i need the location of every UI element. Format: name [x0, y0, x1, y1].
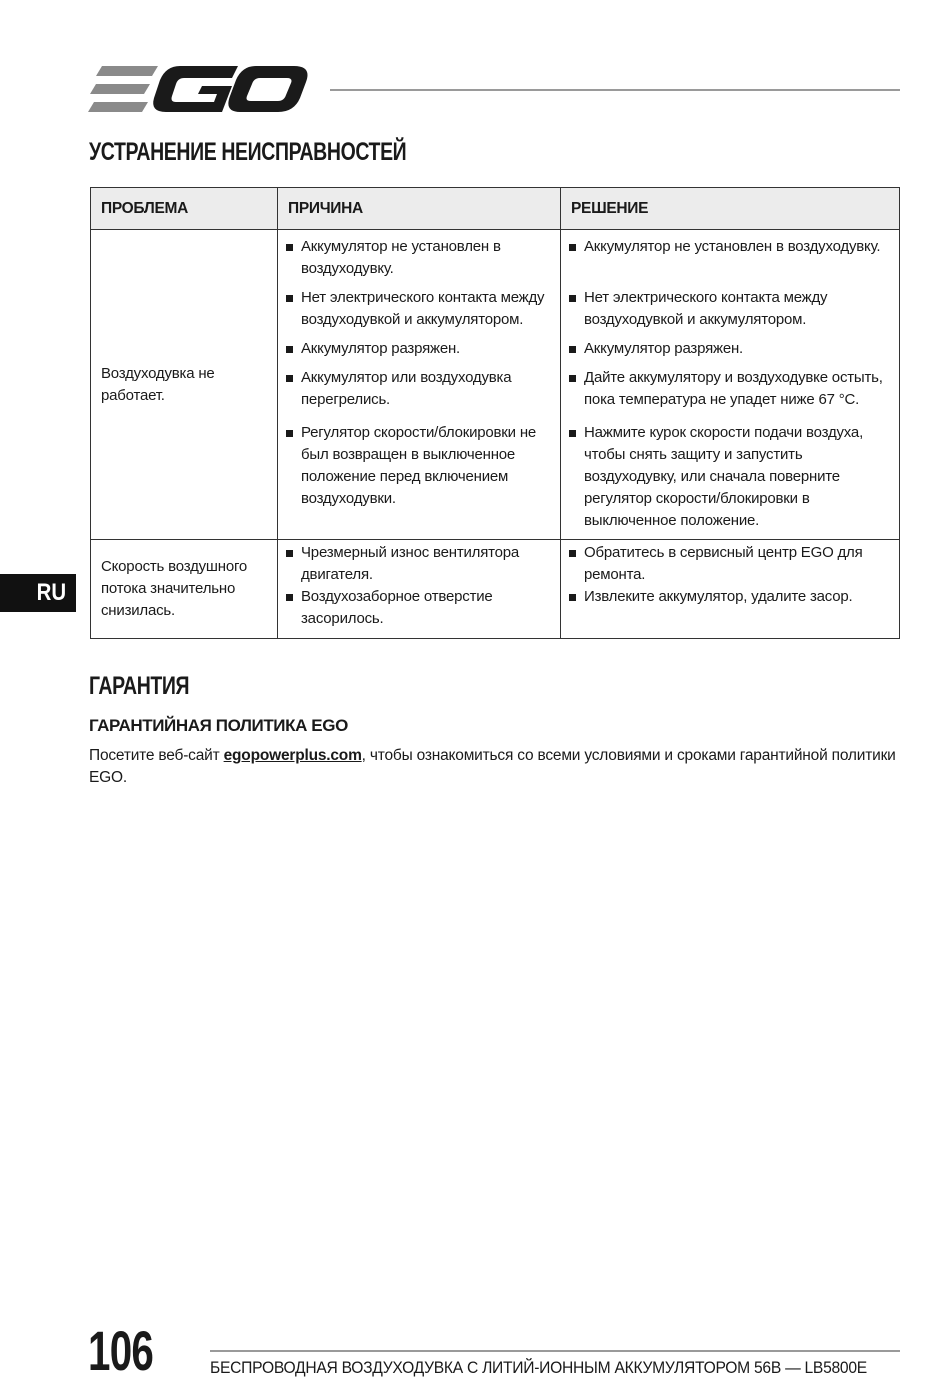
warranty-text-before: Посетите веб-сайт [89, 747, 224, 764]
list-item: Аккумулятор не установлен в воздуходувку. [568, 236, 893, 258]
table-row [91, 230, 900, 540]
header-solution: РЕШЕНИЕ [561, 188, 900, 230]
header-cause: ПРИЧИНА [278, 188, 561, 230]
list-item: Аккумулятор разряжен. [285, 338, 554, 360]
list-item: Аккумулятор или воздуходувка перегрелись. [285, 367, 554, 411]
warranty-link[interactable]: egopowerplus.com [223, 747, 362, 764]
header-rule [330, 89, 900, 91]
ego-logo [88, 62, 310, 118]
troubleshooting-title: УСТРАНЕНИЕ НЕИСПРАВНОСТЕЙ [89, 138, 407, 166]
list-item: Обратитесь в сервисный центр EGO для ремонта. [568, 542, 893, 586]
causes-cell [278, 230, 561, 540]
list-item: Нажмите курок скорости подачи воздуха, чтобы снять защиту и запустить воздуходувку, или сначала поверните регулятор скорости/блокировки в выключенное положение. [568, 422, 893, 532]
list-item: Чрезмерный износ вентилятора двигателя. [285, 542, 554, 586]
solutions-cell [561, 230, 900, 540]
footer-rule [210, 1350, 900, 1352]
warranty-paragraph [89, 745, 904, 789]
list-item: Нет электрического контакта между воздуходувкой и аккумулятором. [285, 287, 554, 331]
problem-cell: Воздуходувка не работает. [91, 230, 278, 540]
problem-cell: Скорость воздушного потока значительно снизилась. [91, 540, 278, 639]
troubleshooting-table [90, 187, 900, 639]
page-number: 106 [88, 1319, 154, 1382]
footer-text: БЕСПРОВОДНАЯ ВОЗДУХОДУВКА С ЛИТИЙ-ИОННЫМ АККУМУЛЯТОРОМ 56В — LB5800E [210, 1358, 867, 1377]
warranty-title: ГАРАНТИЯ [89, 672, 190, 700]
header-problem: ПРОБЛЕМА [91, 188, 278, 230]
warranty-subheading: ГАРАНТИЙНАЯ ПОЛИТИКА EGO [89, 716, 348, 735]
list-item: Воздухозаборное отверстие засорилось. [285, 586, 554, 630]
language-tab [0, 574, 76, 612]
list-item: Дайте аккумулятору и воздуходувке остыть, пока температура не упадет ниже 67 °C. [568, 367, 893, 411]
list-item: Извлеките аккумулятор, удалите засор. [568, 586, 893, 608]
causes-cell [278, 540, 561, 639]
list-item: Регулятор скорости/блокировки не был возвращен в выключенное положение перед включением воздуходувки. [285, 422, 554, 510]
language-tab-label: RU [36, 579, 67, 606]
list-item: Аккумулятор разряжен. [568, 338, 893, 360]
table-row [91, 540, 900, 639]
table-header-row [91, 188, 900, 230]
list-item: Нет электрического контакта между воздуходувкой и аккумулятором. [568, 287, 893, 331]
solutions-cell [561, 540, 900, 639]
list-item: Аккумулятор не установлен в воздуходувку. [285, 236, 554, 280]
warranty-text-after: , чтобы ознакомиться со всеми условиями и сроками гарантийной политики EGO. [89, 747, 896, 786]
